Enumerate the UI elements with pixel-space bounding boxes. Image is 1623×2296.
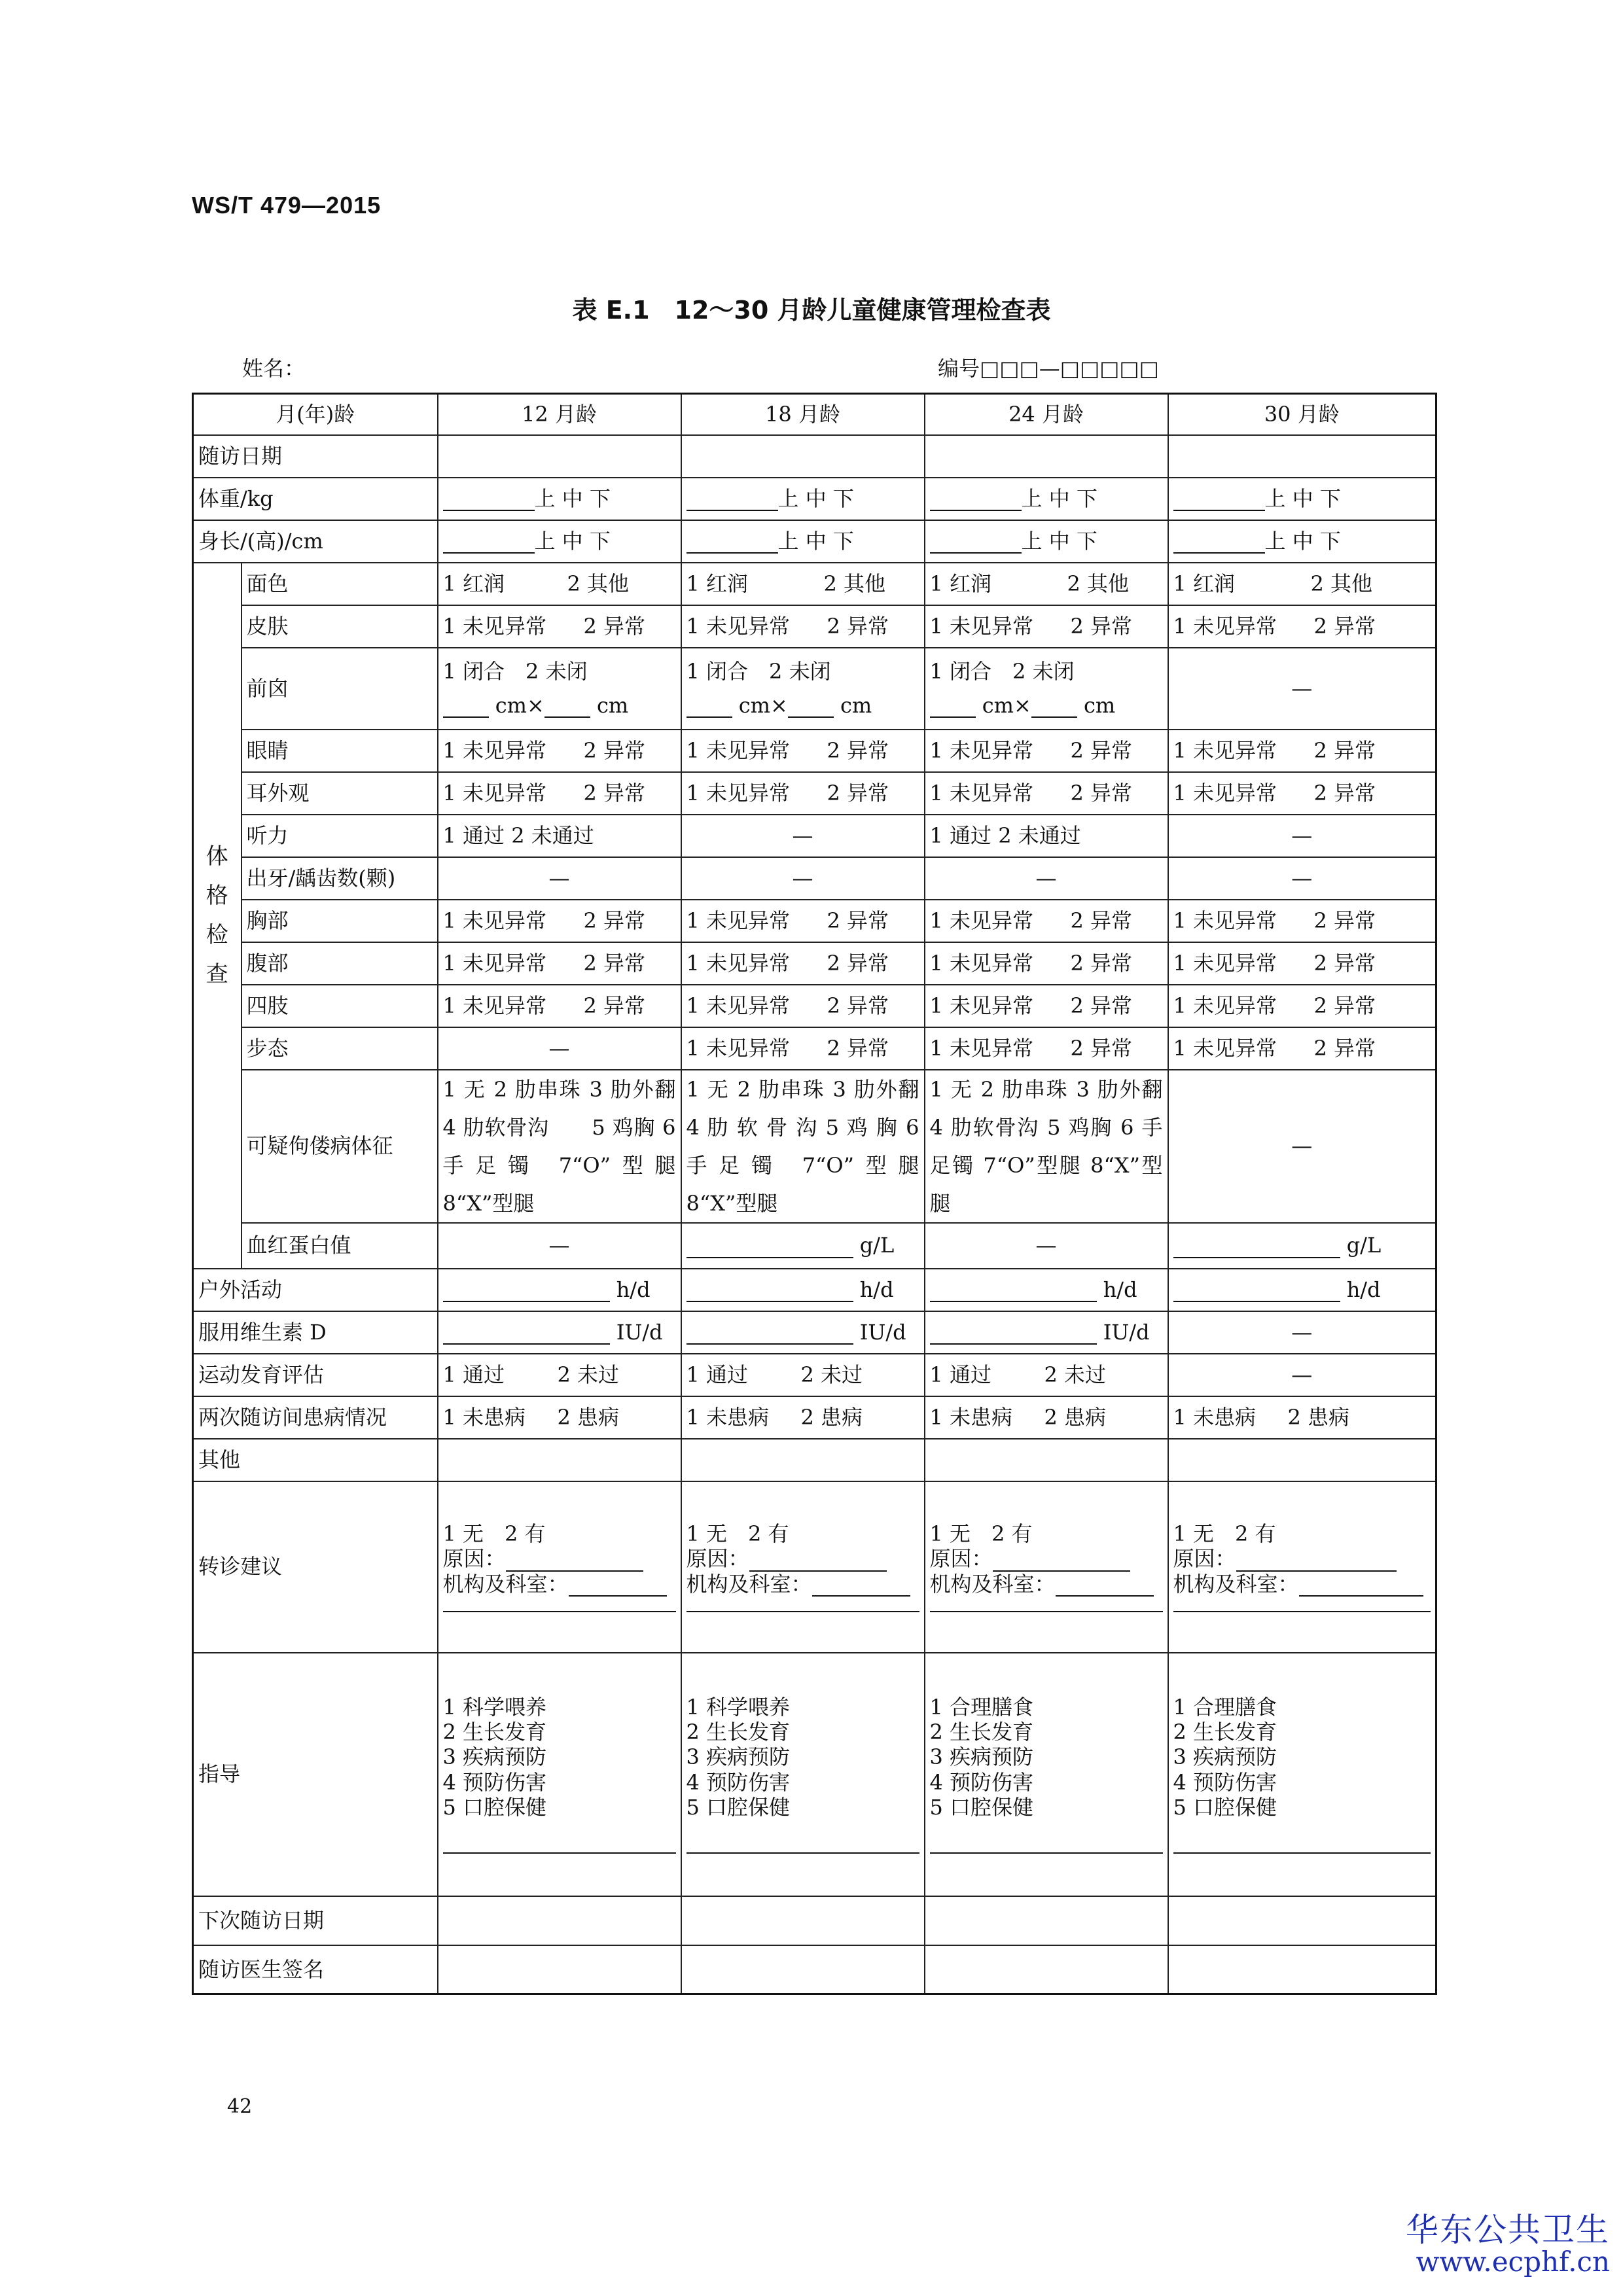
cell-18m[interactable]: 1 通过 2 未过 <box>681 1354 925 1396</box>
cell-12m: — <box>438 857 681 900</box>
cell-24m[interactable] <box>925 1439 1168 1481</box>
level-options: 上 中 下 <box>1264 486 1341 511</box>
cell-30m[interactable]: 1 未见异常 2 异常 <box>1168 730 1436 772</box>
cell-30m: — <box>1168 815 1436 857</box>
cell-12m[interactable]: 1 通过 2 未通过 <box>438 815 681 857</box>
table-row <box>193 1945 1436 1994</box>
table-row <box>193 985 1436 1027</box>
cell-30m[interactable]: 1 未见异常 2 异常 <box>1168 1027 1436 1070</box>
watermark-org: 华东公共卫生 <box>1406 2211 1610 2249</box>
cell-24m[interactable]: 1 未见异常 2 异常 <box>925 985 1168 1027</box>
table-row <box>193 1027 1436 1070</box>
cell-24m[interactable]: 1 未见异常 2 异常 <box>925 900 1168 942</box>
cell-12m[interactable] <box>438 1439 681 1481</box>
cell-12m[interactable] <box>438 435 681 478</box>
cell-24m[interactable]: h/d <box>925 1269 1168 1311</box>
row-label-hemoglobin: 血红蛋白值 <box>241 1223 438 1269</box>
level-options: 上 中 下 <box>534 486 611 511</box>
cell-24m[interactable]: 1 未见异常 2 异常 <box>925 730 1168 772</box>
table-row <box>193 1070 1436 1223</box>
table-row <box>193 1269 1436 1311</box>
cell-18m[interactable] <box>681 1439 925 1481</box>
cell-30m[interactable] <box>1168 478 1436 520</box>
cell-18m[interactable]: 1 未见异常 2 异常 <box>681 985 925 1027</box>
cell-24m[interactable]: 1 通过 2 未通过 <box>925 815 1168 857</box>
level-options: 上 中 下 <box>534 528 611 554</box>
cell-18m[interactable]: g/L <box>681 1223 925 1269</box>
level-options: 上 中 下 <box>777 486 854 511</box>
cell-24m[interactable] <box>925 435 1168 478</box>
row-label-next-visit: 下次随访日期 <box>193 1896 438 1945</box>
cell-18m[interactable] <box>681 478 925 520</box>
cell-12m[interactable]: 1 无 2 有 原因： 机构及科室： <box>438 1481 681 1653</box>
cell-12m[interactable]: h/d <box>438 1269 681 1311</box>
col-header-age: 月(年)龄 <box>193 394 438 435</box>
cell-30m: — <box>1168 1311 1436 1354</box>
row-label-rickets: 可疑佝偻病体征 <box>241 1070 438 1223</box>
cell-30m[interactable] <box>1168 435 1436 478</box>
cell-30m[interactable]: 1 未见异常 2 异常 <box>1168 605 1436 648</box>
cell-30m: — <box>1168 857 1436 900</box>
row-label-skin: 皮肤 <box>241 605 438 648</box>
table-row <box>193 648 1436 730</box>
cell-30m: — <box>1168 1070 1436 1223</box>
row-label-referral: 转诊建议 <box>193 1481 438 1653</box>
cell-24m[interactable]: 1 未见异常 2 异常 <box>925 772 1168 815</box>
cell-18m[interactable]: 1 无 2 有 原因： 机构及科室： <box>681 1481 925 1653</box>
row-label-weight: 体重/kg <box>193 478 438 520</box>
cell-30m[interactable]: 1 未见异常 2 异常 <box>1168 900 1436 942</box>
code-label: 编号□□□—□□□□□ <box>938 356 1159 381</box>
cell-30m[interactable] <box>1168 1439 1436 1481</box>
table-row <box>193 1653 1436 1896</box>
cell-18m[interactable]: 1 红润 2 其他 <box>681 563 925 605</box>
table-row <box>193 605 1436 648</box>
cell-24m[interactable]: 1 闭合 2 未闭 cm× cm <box>925 648 1168 730</box>
row-label-doctor: 随访医生签名 <box>193 1945 438 1994</box>
row-label-gait: 步态 <box>241 1027 438 1070</box>
cell-18m[interactable]: 1 未见异常 2 异常 <box>681 730 925 772</box>
cell-18m[interactable] <box>681 1945 925 1994</box>
table-row <box>193 435 1436 478</box>
cell-30m[interactable]: 1 未见异常 2 异常 <box>1168 942 1436 985</box>
cell-24m[interactable]: 1 未患病 2 患病 <box>925 1396 1168 1439</box>
cell-12m[interactable]: 1 未患病 2 患病 <box>438 1396 681 1439</box>
cell-12m[interactable]: 1 科学喂养 2 生长发育 3 疾病预防 4 预防伤害 5 口腔保健 <box>438 1653 681 1896</box>
cell-30m[interactable]: 1 无 2 有 原因： 机构及科室： <box>1168 1481 1436 1653</box>
level-options: 上 中 下 <box>1021 528 1097 554</box>
cell-12m[interactable]: 1 闭合 2 未闭 cm× cm <box>438 648 681 730</box>
row-label-height: 身长/(高)/cm <box>193 520 438 563</box>
cell-30m[interactable] <box>1168 1896 1436 1945</box>
cell-12m[interactable]: 1 未见异常 2 异常 <box>438 900 681 942</box>
cell-24m: — <box>925 1223 1168 1269</box>
cell-18m: — <box>681 857 925 900</box>
cell-24m[interactable] <box>925 478 1168 520</box>
cell-30m[interactable]: g/L <box>1168 1223 1436 1269</box>
table-row <box>193 815 1436 857</box>
cell-18m[interactable]: 1 科学喂养 2 生长发育 3 疾病预防 4 预防伤害 5 口腔保健 <box>681 1653 925 1896</box>
row-label-outdoor: 户外活动 <box>193 1269 438 1311</box>
table-row <box>193 1439 1436 1481</box>
header-row <box>193 394 1436 435</box>
cell-18m[interactable] <box>681 1896 925 1945</box>
cell-24m[interactable]: 1 无 2 有 原因： 机构及科室： <box>925 1481 1168 1653</box>
cell-30m[interactable] <box>1168 1945 1436 1994</box>
cell-12m[interactable]: 1 通过 2 未过 <box>438 1354 681 1396</box>
table-row <box>193 900 1436 942</box>
cell-12m[interactable]: 1 无 2 肋串珠 3 肋外翻 4 肋软骨沟 5 鸡胸 6 手足镯 7“O”型腿 8“X”型腿 <box>438 1070 681 1223</box>
cell-18m[interactable]: 1 无 2 肋串珠 3 肋外翻 4 肋 软 骨 沟 5 鸡 胸 6 手足镯 7“O”型腿 8“X”型腿 <box>681 1070 925 1223</box>
watermark-url[interactable]: www.ecphf.cn <box>1416 2246 1610 2278</box>
physical-exam-group-label: 体 格 检 查 <box>193 563 241 1269</box>
cell-12m[interactable] <box>438 520 681 563</box>
cell-12m: — <box>438 1027 681 1070</box>
table-row <box>193 942 1436 985</box>
cell-24m[interactable]: 1 红润 2 其他 <box>925 563 1168 605</box>
cell-18m[interactable] <box>681 520 925 563</box>
cell-12m[interactable]: IU/d <box>438 1311 681 1354</box>
row-label-fontanel: 前囟 <box>241 648 438 730</box>
cell-12m[interactable] <box>438 1896 681 1945</box>
row-label-eyes: 眼睛 <box>241 730 438 772</box>
col-header-30m: 30 月龄 <box>1168 394 1436 435</box>
cell-30m[interactable] <box>1168 520 1436 563</box>
health-checkup-table <box>192 393 1437 1995</box>
table-row <box>193 1481 1436 1653</box>
standard-code: WS/T 479—2015 <box>192 192 382 219</box>
cell-18m[interactable]: h/d <box>681 1269 925 1311</box>
level-options: 上 中 下 <box>1264 528 1341 554</box>
cell-24m[interactable]: IU/d <box>925 1311 1168 1354</box>
row-label-guidance: 指导 <box>193 1653 438 1896</box>
table-row <box>193 857 1436 900</box>
row-label-chest: 胸部 <box>241 900 438 942</box>
cell-12m[interactable]: 1 红润 2 其他 <box>438 563 681 605</box>
table-row <box>193 520 1436 563</box>
cell-12m[interactable]: 1 未见异常 2 异常 <box>438 605 681 648</box>
cell-18m: — <box>681 815 925 857</box>
cell-30m: — <box>1168 648 1436 730</box>
cell-24m[interactable]: 1 未见异常 2 异常 <box>925 942 1168 985</box>
cell-12m[interactable] <box>438 1945 681 1994</box>
table-row <box>193 1311 1436 1354</box>
cell-18m[interactable]: IU/d <box>681 1311 925 1354</box>
cell-18m[interactable]: 1 未见异常 2 异常 <box>681 772 925 815</box>
table-row <box>193 1223 1436 1269</box>
cell-24m[interactable]: 1 未见异常 2 异常 <box>925 1027 1168 1070</box>
cell-30m: — <box>1168 1354 1436 1396</box>
cell-18m[interactable]: 1 未见异常 2 异常 <box>681 942 925 985</box>
cell-18m[interactable]: 1 未见异常 2 异常 <box>681 900 925 942</box>
name-label: 姓名： <box>242 356 306 381</box>
cell-30m[interactable]: 1 未患病 2 患病 <box>1168 1396 1436 1439</box>
cell-12m[interactable]: 1 未见异常 2 异常 <box>438 730 681 772</box>
cell-18m[interactable] <box>681 435 925 478</box>
col-header-18m: 18 月龄 <box>681 394 925 435</box>
table-row <box>193 1396 1436 1439</box>
level-options: 上 中 下 <box>777 528 854 554</box>
cell-18m[interactable]: 1 闭合 2 未闭 cm× cm <box>681 648 925 730</box>
level-options: 上 中 下 <box>1021 486 1097 511</box>
cell-30m[interactable]: h/d <box>1168 1269 1436 1311</box>
table-row <box>193 478 1436 520</box>
row-label-other: 其他 <box>193 1439 438 1481</box>
table-row <box>193 730 1436 772</box>
row-label-limbs: 四肢 <box>241 985 438 1027</box>
cell-18m[interactable]: 1 未患病 2 患病 <box>681 1396 925 1439</box>
row-label-vitamin-d: 服用维生素 D <box>193 1311 438 1354</box>
cell-24m: — <box>925 857 1168 900</box>
row-label-illness: 两次随访间患病情况 <box>193 1396 438 1439</box>
cell-12m: — <box>438 1223 681 1269</box>
row-label-visit-date: 随访日期 <box>193 435 438 478</box>
cell-30m[interactable]: 1 未见异常 2 异常 <box>1168 772 1436 815</box>
cell-24m[interactable]: 1 合理膳食 2 生长发育 3 疾病预防 4 预防伤害 5 口腔保健 <box>925 1653 1168 1896</box>
cell-30m[interactable]: 1 合理膳食 2 生长发育 3 疾病预防 4 预防伤害 5 口腔保健 <box>1168 1653 1436 1896</box>
table-row <box>193 563 1436 605</box>
page-number: 42 <box>227 2095 253 2118</box>
table-title: 表 E.1 12～30 月龄儿童健康管理检查表 <box>572 296 1051 325</box>
row-label-hearing: 听力 <box>241 815 438 857</box>
row-label-motor: 运动发育评估 <box>193 1354 438 1396</box>
table-row <box>193 1896 1436 1945</box>
cell-30m[interactable]: 1 红润 2 其他 <box>1168 563 1436 605</box>
cell-30m[interactable]: 1 未见异常 2 异常 <box>1168 985 1436 1027</box>
cell-24m[interactable] <box>925 1945 1168 1994</box>
cell-18m[interactable]: 1 未见异常 2 异常 <box>681 1027 925 1070</box>
cell-12m[interactable] <box>438 478 681 520</box>
cell-24m[interactable] <box>925 1896 1168 1945</box>
cell-12m[interactable]: 1 未见异常 2 异常 <box>438 942 681 985</box>
cell-24m[interactable]: 1 无 2 肋串珠 3 肋外翻 4 肋软骨沟 5 鸡胸 6 手足镯 7“O”型腿 8“X”型腿 <box>925 1070 1168 1223</box>
table-row <box>193 772 1436 815</box>
col-header-24m: 24 月龄 <box>925 394 1168 435</box>
row-label-ears: 耳外观 <box>241 772 438 815</box>
row-label-face: 面色 <box>241 563 438 605</box>
cell-24m[interactable]: 1 通过 2 未过 <box>925 1354 1168 1396</box>
col-header-12m: 12 月龄 <box>438 394 681 435</box>
row-label-teeth: 出牙/龋齿数(颗) <box>241 857 438 900</box>
cell-24m[interactable]: 1 未见异常 2 异常 <box>925 605 1168 648</box>
cell-18m[interactable]: 1 未见异常 2 异常 <box>681 605 925 648</box>
table-row <box>193 1354 1436 1396</box>
row-label-abdomen: 腹部 <box>241 942 438 985</box>
cell-24m[interactable] <box>925 520 1168 563</box>
cell-12m[interactable]: 1 未见异常 2 异常 <box>438 985 681 1027</box>
cell-12m[interactable]: 1 未见异常 2 异常 <box>438 772 681 815</box>
